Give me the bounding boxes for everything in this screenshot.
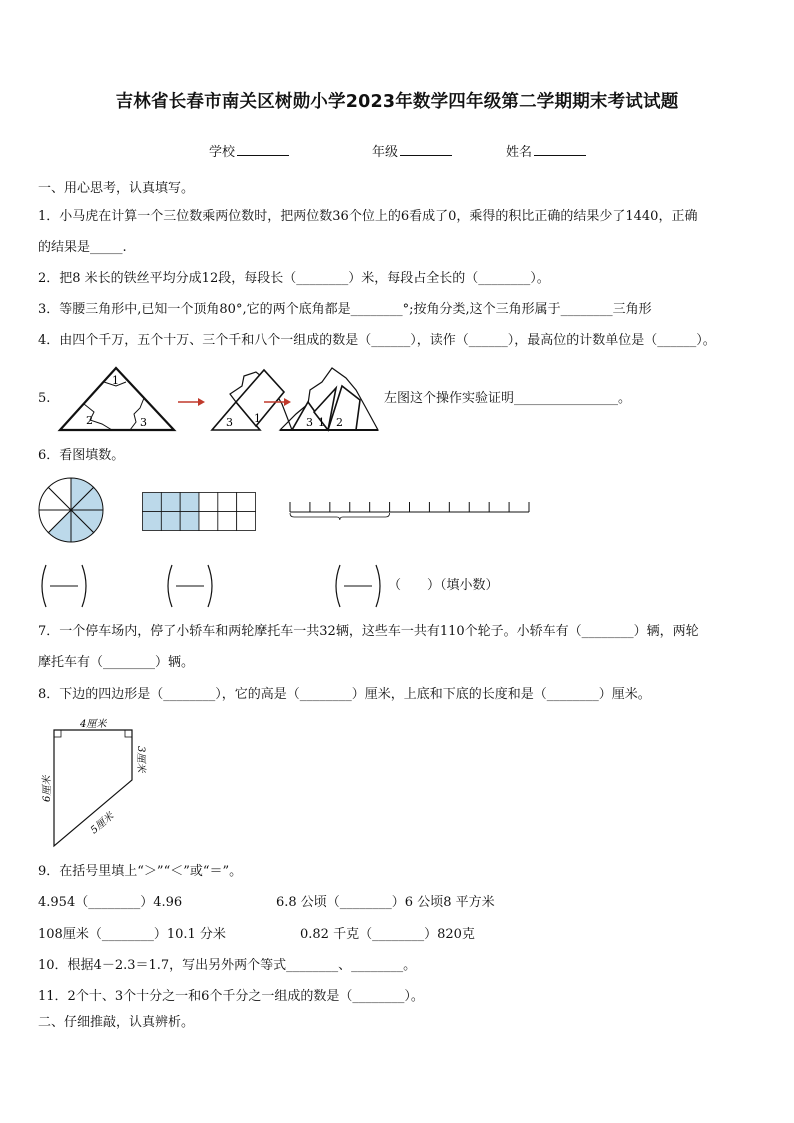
school-blank[interactable] <box>237 143 289 156</box>
top-side-label: 4厘米 <box>80 719 107 730</box>
question-8: 8．下边的四边形是（________），它的高是（________）厘米，上底和下底的长度和是（________）厘米。 <box>38 687 651 702</box>
grid-cell <box>237 512 256 531</box>
name-label: 姓名 <box>506 145 533 160</box>
grid-cell <box>161 512 180 531</box>
grid-cell <box>161 493 180 512</box>
question-5-text: 左图这个操作实验证明________________。 <box>384 391 632 406</box>
grid-cell <box>143 493 162 512</box>
grid-cell <box>180 512 199 531</box>
grid-cell <box>237 493 256 512</box>
number-ruler <box>289 498 533 520</box>
grid-cell <box>199 493 218 512</box>
fraction-answer-blank[interactable] <box>332 563 384 609</box>
fraction-answer-blank[interactable] <box>38 563 90 609</box>
question-9: 9．在括号里填上“＞”“＜”或“＝”。 <box>38 864 243 879</box>
triangle-experiment-figure <box>60 364 390 436</box>
compare-item: 4.954（________）4.96 <box>38 895 183 910</box>
section-1-heading: 一、用心思考，认真填写。 <box>38 181 195 196</box>
slant-side-label: 5厘米 <box>88 810 117 837</box>
name-field <box>506 141 586 160</box>
grade-blank[interactable] <box>400 143 452 156</box>
grid-cell <box>180 493 199 512</box>
question-5-number: 5. <box>38 391 51 406</box>
left-side-label: 6厘米 <box>42 775 53 802</box>
question-6: 6．看图填数。 <box>38 448 125 463</box>
name-blank[interactable] <box>534 143 586 156</box>
arrow-icon <box>178 398 205 406</box>
angle-label: 1 <box>318 416 325 429</box>
page-title: 吉林省长春市南关区树勋小学2023年数学四年级第二学期期末考试试题 <box>115 92 679 112</box>
grid-cell <box>218 512 237 531</box>
angle-label: 2 <box>86 414 93 427</box>
grid-cell <box>218 493 237 512</box>
compare-item: 0.82 千克（________）820克 <box>300 927 475 942</box>
trapezoid-figure <box>36 716 166 850</box>
question-1-line-2: 的结果是_____. <box>38 240 127 255</box>
grid-cell <box>199 512 218 531</box>
question-7-line-2: 摩托车有（________）辆。 <box>38 655 195 670</box>
right-side-label: 3厘米 <box>135 746 146 773</box>
angle-label: 3 <box>140 416 147 429</box>
school-field <box>209 141 289 160</box>
grade-label: 年级 <box>372 145 399 160</box>
grade-field <box>372 141 452 160</box>
question-3: 3．等腰三角形中,已知一个顶角80°,它的两个底角都是________°;按角分类,这个三角形属于________三角形 <box>38 302 652 317</box>
compare-item: 6.8 公顷（________）6 公顷8 平方米 <box>276 895 495 910</box>
triangle-folded-step-1 <box>212 370 292 430</box>
triangle-folded-step-2 <box>280 368 378 430</box>
angle-label: 2 <box>336 416 343 429</box>
angle-label: 1 <box>112 374 119 387</box>
ruler-brace <box>290 513 390 520</box>
fraction-answer-blank[interactable] <box>164 563 216 609</box>
angle-label: 1 <box>254 412 261 425</box>
question-4: 4．由四个千万，五个十万、三个千和八个一组成的数是（______），读作（______），最高位的计数单位是（______）。 <box>38 333 716 348</box>
angle-label: 3 <box>306 416 313 429</box>
question-7-line-1: 7．一个停车场内，停了小轿车和两轮摩托车一共32辆，这些车一共有110个轮子。小轿车有（________）辆，两轮 <box>38 624 699 639</box>
angle-label: 3 <box>226 416 233 429</box>
fraction-circle <box>37 476 105 544</box>
question-2: 2．把8 米长的铁丝平均分成12段，每段长（________）米，每段占全长的（________）。 <box>38 271 550 286</box>
grid-cell <box>143 512 162 531</box>
triangle-whole <box>60 368 174 430</box>
section-2-heading: 二、仔细推敲，认真辨析。 <box>38 1015 195 1030</box>
decimal-answer-label: （ ）（填小数） <box>388 578 499 593</box>
question-11: 11．2个十、3个十分之一和6个千分之一组成的数是（________）。 <box>38 989 424 1004</box>
question-1-line-1: 1．小马虎在计算一个三位数乘两位数时，把两位数36个位上的6看成了0，乘得的积比正确的结果少了1440，正确 <box>38 209 698 224</box>
school-label: 学校 <box>209 145 236 160</box>
question-10: 10．根据4－2.3＝1.7，写出另外两个等式________、________。 <box>38 958 417 973</box>
fraction-grid <box>142 492 256 532</box>
compare-item: 108厘米（________）10.1 分米 <box>38 927 226 942</box>
